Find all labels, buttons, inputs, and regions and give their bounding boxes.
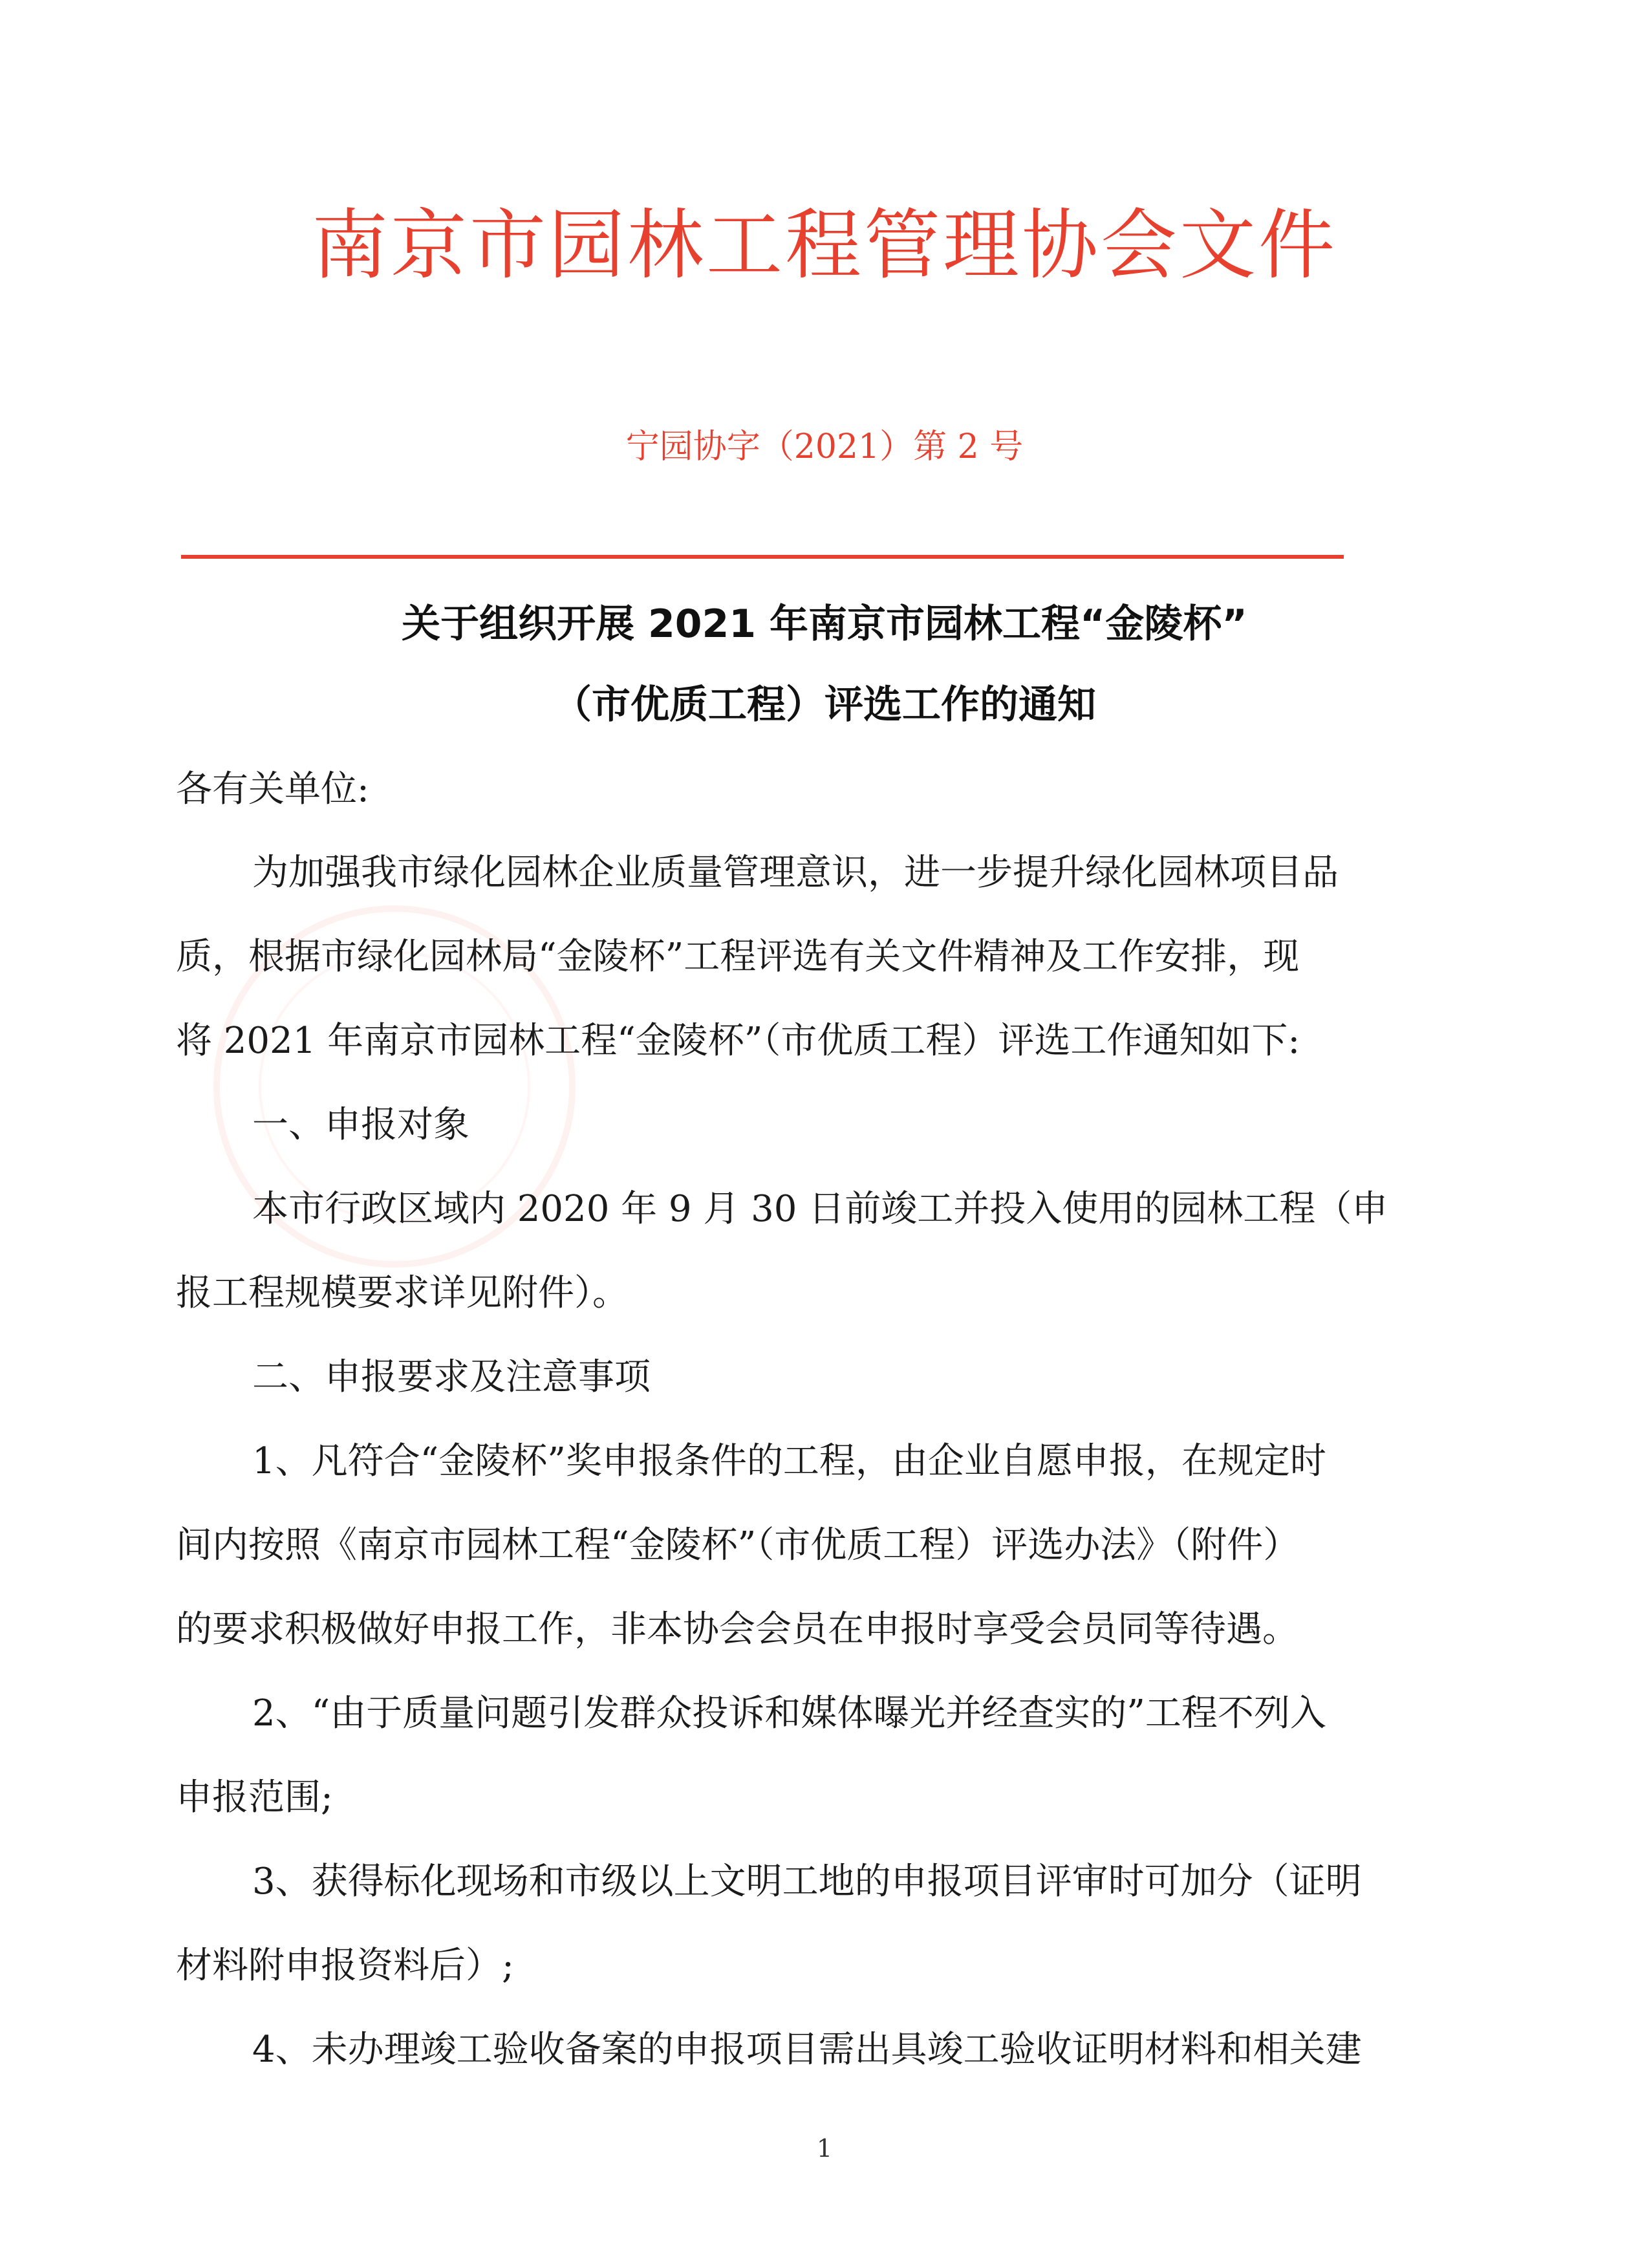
section-2-heading: 二、申报要求及注意事项 <box>252 1356 651 1398</box>
salutation: 各有关单位: <box>176 768 369 810</box>
item-1-line: 的要求积极做好申报工作，非本协会会员在申报时享受会员同等待遇。 <box>176 1608 1299 1650</box>
notice-title-line-1: 关于组织开展 2021 年南京市园林工程“金陵杯” <box>402 601 1247 647</box>
section-1-line: 报工程规模要求详见附件）。 <box>176 1272 629 1314</box>
page-number: 1 <box>816 2134 833 2163</box>
red-divider-line <box>181 555 1344 559</box>
section-1-line: 本市行政区域内 2020 年 9 月 30 日前竣工并投入使用的园林工程（申 <box>252 1188 1388 1230</box>
document-header-title: 南京市园林工程管理协会文件 <box>311 200 1337 290</box>
intro-line: 为加强我市绿化园林企业质量管理意识，进一步提升绿化园林项目品 <box>252 852 1339 894</box>
item-1-line: 1、凡符合“金陵杯”奖申报条件的工程，由企业自愿申报，在规定时 <box>252 1440 1326 1482</box>
notice-title-line-2: （市优质工程）评选工作的通知 <box>553 682 1096 728</box>
item-1-line: 间内按照《南京市园林工程“金陵杯”（市优质工程）评选办法》（附件） <box>176 1524 1300 1566</box>
item-4-line: 4、未办理竣工验收备案的申报项目需出具竣工验收证明材料和相关建 <box>252 2029 1362 2071</box>
item-3-line: 3、获得标化现场和市级以上文明工地的申报项目评审时可加分（证明 <box>252 1861 1362 1903</box>
section-1-heading: 一、申报对象 <box>252 1104 469 1146</box>
item-3-line: 材料附申报资料后）; <box>176 1945 514 1987</box>
intro-line: 将 2021 年南京市园林工程“金陵杯”（市优质工程）评选工作通知如下: <box>176 1020 1300 1062</box>
seal-inner-ring <box>259 951 530 1222</box>
intro-line: 质，根据市绿化园林局“金陵杯”工程评选有关文件精神及工作安排，现 <box>176 936 1300 978</box>
item-2-line: 2、“由于质量问题引发群众投诉和媒体曝光并经查实的”工程不列入 <box>252 1692 1326 1734</box>
document-number: 宁园协字（2021）第 2 号 <box>625 427 1024 466</box>
item-2-line: 申报范围; <box>176 1777 333 1819</box>
